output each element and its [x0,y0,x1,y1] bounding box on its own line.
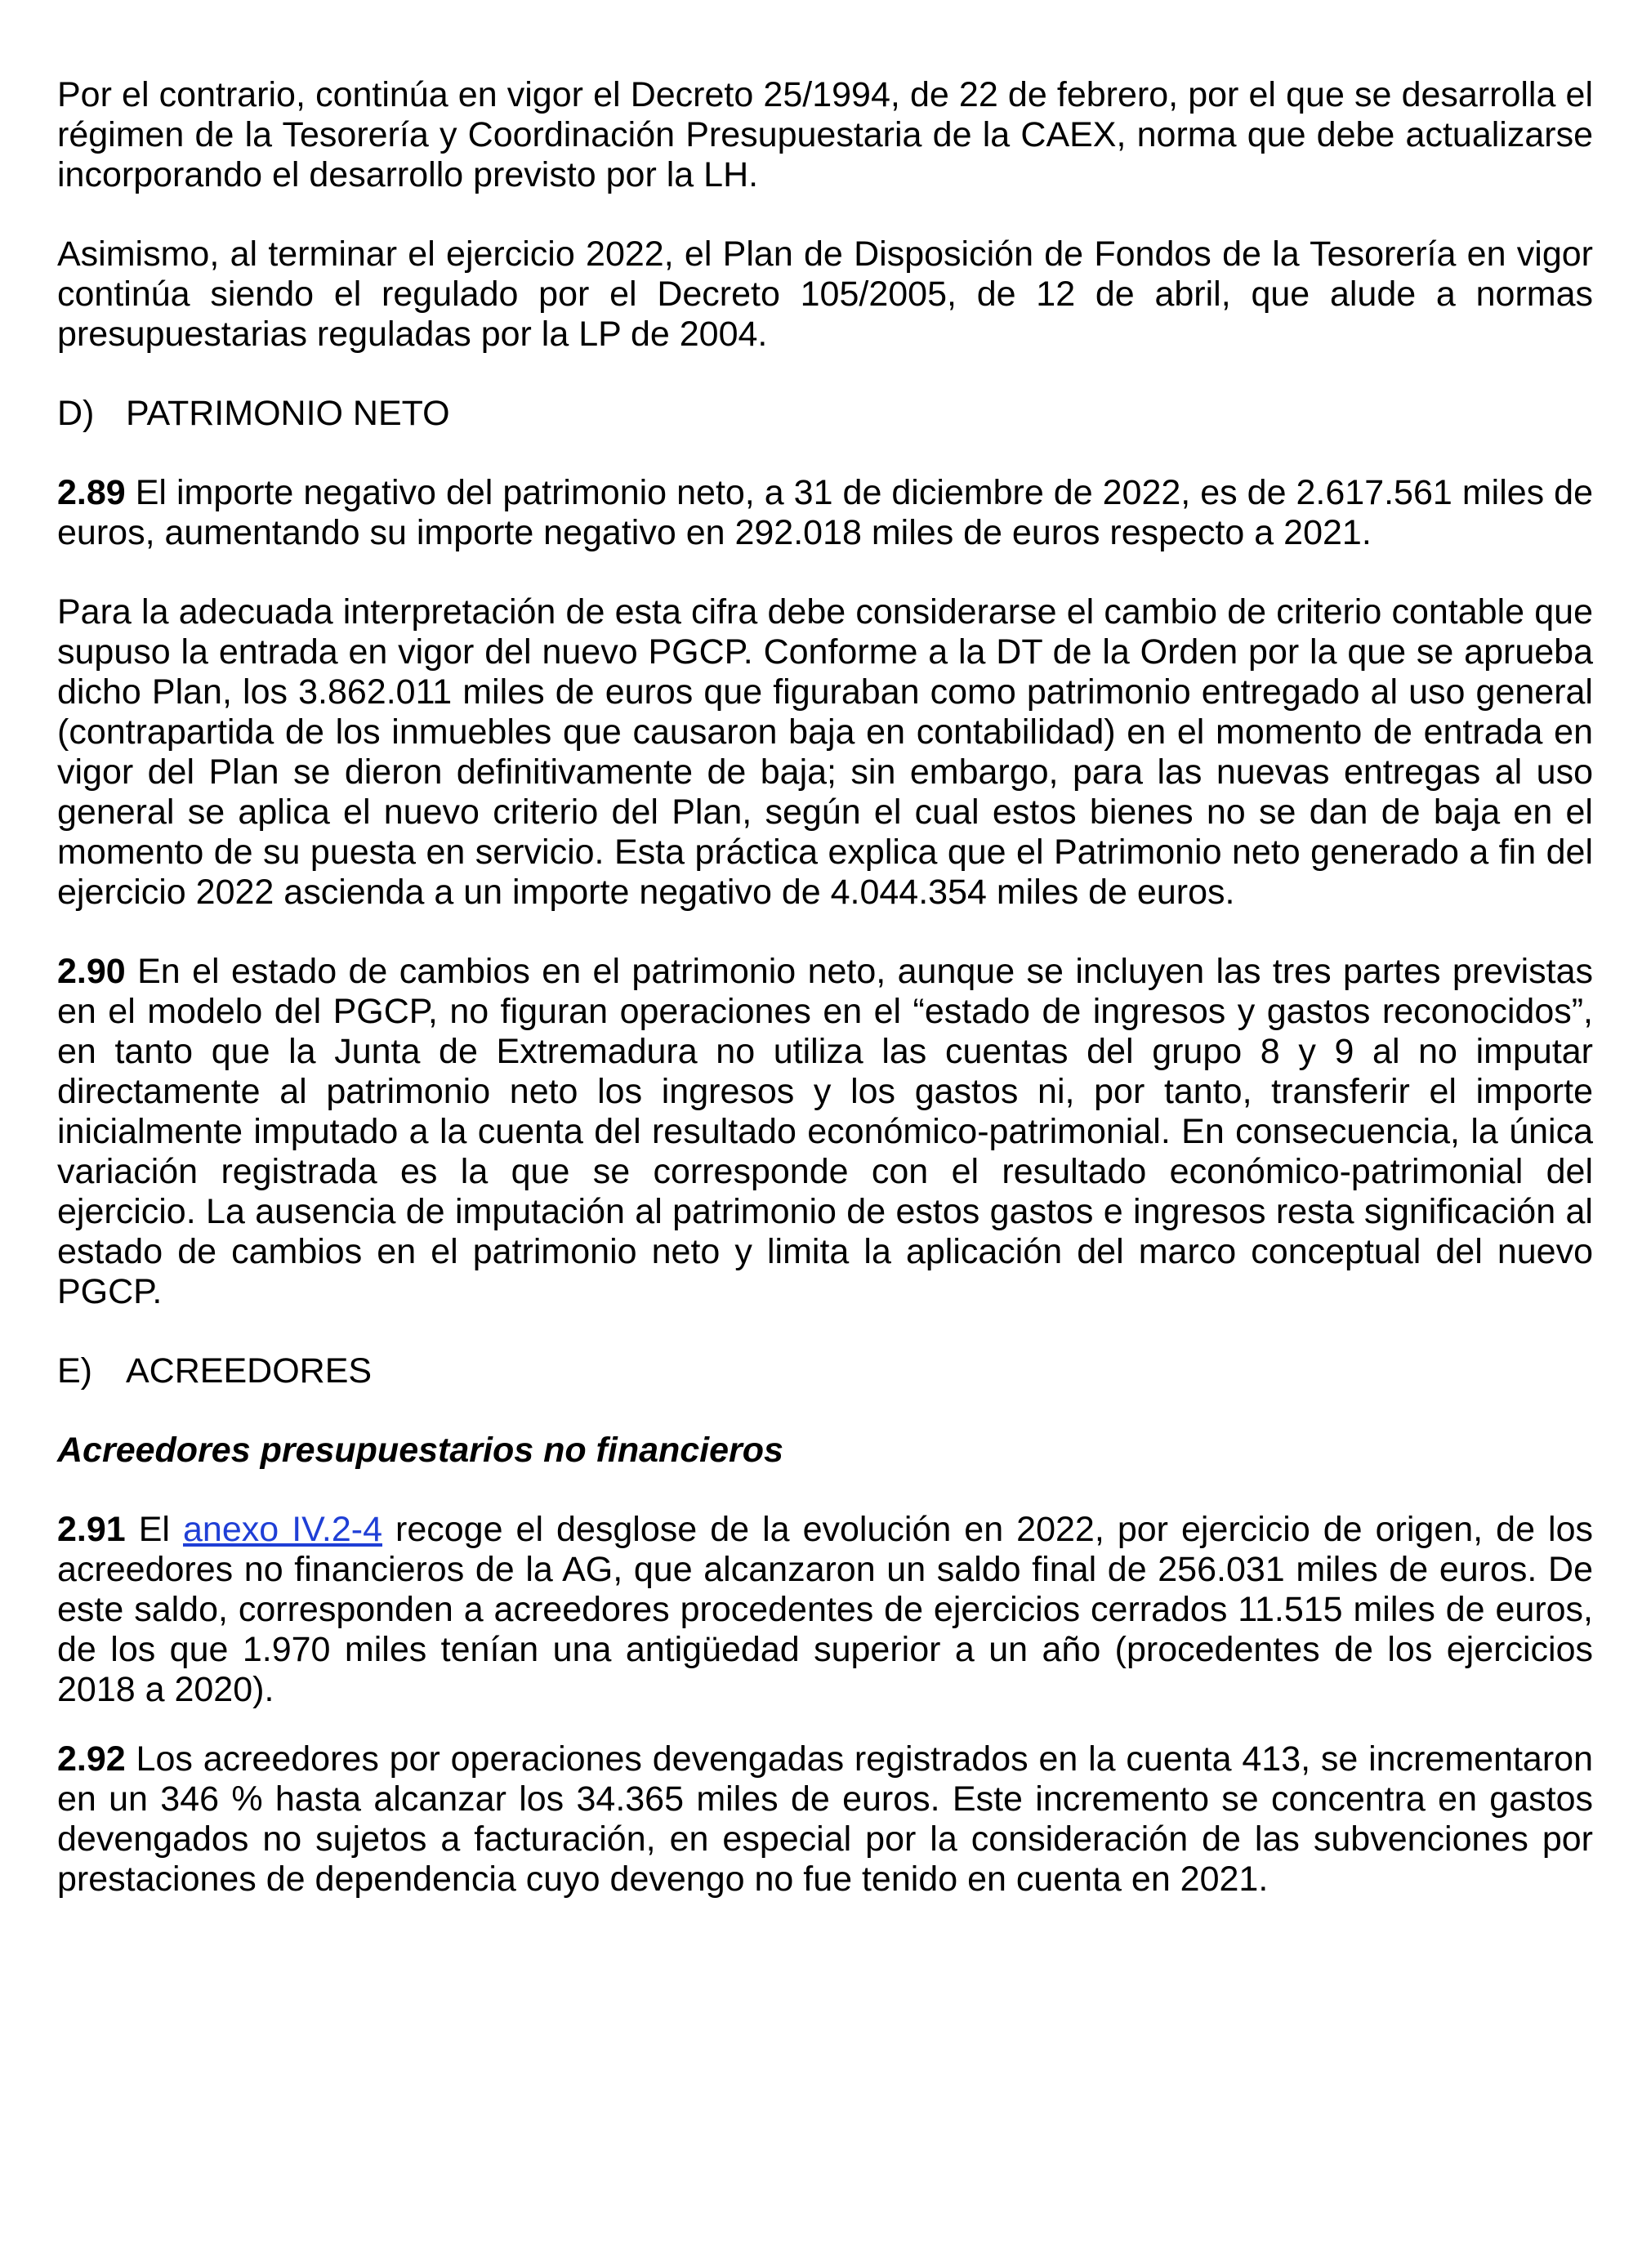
section-heading-patrimonio-neto [57,394,1593,434]
document-page [57,75,1593,1900]
annex-link[interactable]: anexo IV.2-4 [183,1510,382,1549]
paragraph-pre-link: El [125,1510,184,1549]
subheading-acreedores-presupuestarios: Acreedores presupuestarios no financieros [57,1431,783,1470]
paragraph-text: En el estado de cambios en el patrimonio neto, aunque se incluyen las tres partes previstas en el modelo del PGCP, no figuran operaciones en el “estado de ingresos y gastos reconocidos”, en tanto que la Junta de Extremadura no utiliza las cuentas del grupo 8 y 9 al no imputar directamente al patrimonio neto los ingresos y los gastos ni, por tanto, transferir el importe inicialmente imputado a la cuenta del resultado económico-patrimonial. En consecuencia, la única variación registrada es la que se corresponde con el resultado económico-patrimonial del ejercicio. La ausencia de imputación al patrimonio de estos gastos e ingresos resta significación al estado de cambios en el patrimonio neto y limita la aplicación del marco conceptual del nuevo PGCP. [57,952,1593,1311]
paragraph-number: 2.92 [57,1739,126,1779]
paragraph-2-92 [57,1739,1593,1900]
paragraph-text: Los acreedores por operaciones devengadas registrados en la cuenta 413, se incrementaron en un 346 % hasta alcanzar los 34.365 miles de euros. Este incremento se concentra en gastos devengados no sujetos a facturación, en especial por la consideración de las subvenciones por prestaciones de dependencia cuyo devengo no fue tenido en cuenta en 2021. [57,1739,1593,1899]
paragraph-number: 2.91 [57,1510,126,1549]
paragraph-text: recoge el desglose de la evolución en 2022, por ejercicio de origen, de los acreedores no financieros de la AG, que alcanzaron un saldo final de 256.031 miles de euros. De este saldo, corresponden a acreedores procedentes de ejercicios cerrados 11.515 miles de euros, de los que 1.970 miles tenían una antigüedad superior a un año (procedentes de los ejercicios 2018 a 2020). [57,1510,1593,1709]
paragraph-2-91 [57,1510,1593,1710]
paragraph-number: 2.89 [57,473,126,512]
paragraph-text: El importe negativo del patrimonio neto, a 31 de diciembre de 2022, es de 2.617.561 miles de euros, aumentando su importe negativo en 292.018 miles de euros respecto a 2021. [57,473,1593,552]
paragraph-number: 2.90 [57,952,126,991]
paragraph-2-89 [57,473,1593,553]
section-title: PATRIMONIO NETO [126,394,450,433]
section-heading-acreedores [57,1351,1593,1391]
paragraph-interpretacion-cifra: Para la adecuada interpretación de esta cifra debe considerarse el cambio de criterio contable que supuso la entrada en vigor del nuevo PGCP. Conforme a la DT de la Orden por la que se aprueba dicho Plan, los 3.862.011 miles de euros que figuraban como patrimonio entregado al uso general (contrapartida de los inmuebles que causaron baja en contabilidad) en el momento de entrada en vigor del Plan se dieron definitivamente de baja; sin embargo, para las nuevas entregas al uso general se aplica el nuevo criterio del Plan, según el cual estos bienes no se dan de baja en el momento de su puesta en servicio. Esta práctica explica que el Patrimonio neto generado a fin del ejercicio 2022 ascienda a un importe negativo de 4.044.354 miles de euros. [57,592,1593,912]
paragraph-plan-disposicion-fondos: Asimismo, al terminar el ejercicio 2022, el Plan de Disposición de Fondos de la Tesorería en vigor continúa siendo el regulado por el Decreto 105/2005, de 12 de abril, que alude a normas presupuestarias reguladas por la LP de 2004. [57,234,1593,354]
section-letter: E) [57,1351,92,1391]
section-title: ACREEDORES [126,1351,373,1391]
section-letter: D) [57,394,95,433]
paragraph-2-90 [57,952,1593,1312]
paragraph-decreto-tesoreria: Por el contrario, continúa en vigor el Decreto 25/1994, de 22 de febrero, por el que se desarrolla el régimen de la Tesorería y Coordinación Presupuestaria de la CAEX, norma que debe actualizarse incorporando el desarrollo previsto por la LH. [57,75,1593,194]
